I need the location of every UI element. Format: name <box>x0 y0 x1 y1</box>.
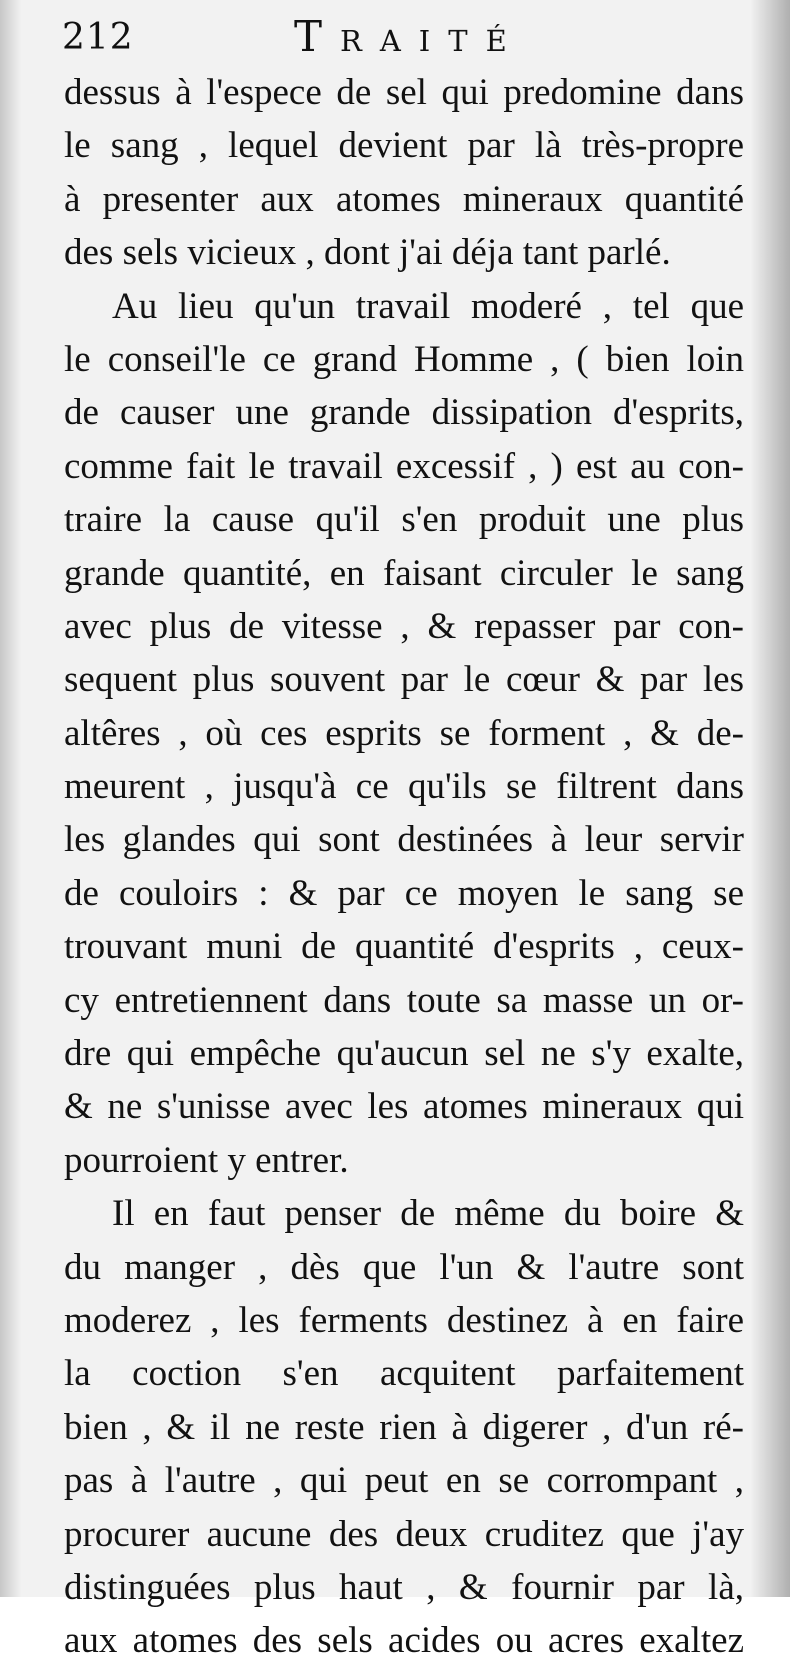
text-line: procurer aucune des deux cruditez que j'ay <box>64 1513 744 1555</box>
text-line: Il en faut penser de même du boire & <box>112 1193 744 1235</box>
text-line: pourroient y entrer. <box>64 1139 349 1181</box>
text-line: avec plus de vitesse , & repasser par con- <box>64 605 744 647</box>
text-line: de causer une grande dissipation d'esprits, <box>64 392 744 434</box>
text-line: de couloirs : & par ce moyen le sang se <box>64 872 744 914</box>
gutter-shadow <box>750 0 790 1597</box>
text-line: à presenter aux atomes mineraux quantité <box>64 178 744 220</box>
text-line: pas à l'autre , qui peut en se corrompant , <box>64 1460 744 1502</box>
text-line: cy entretiennent dans toute sa masse un or- <box>64 979 744 1021</box>
text-line: distinguées plus haut , & fournir par là, <box>64 1566 744 1608</box>
text-line: du manger , dès que l'un & l'autre sont <box>64 1246 744 1288</box>
body-text <box>64 66 744 1668</box>
text-line: le conseil'le ce grand Homme , ( bien loin <box>64 338 744 380</box>
text-line: le sang , lequel devient par là très-propre <box>64 125 744 167</box>
text-line: Au lieu qu'un travail moderé , tel que <box>112 285 744 327</box>
text-line: trouvant muni de quantité d'esprits , ceux- <box>64 926 744 968</box>
page-edge-shadow <box>0 0 22 1597</box>
text-line: moderez , les ferments destinez à en faire <box>64 1299 744 1341</box>
page-header <box>62 12 722 62</box>
text-line: & ne s'unisse avec les atomes mineraux qui <box>64 1086 744 1128</box>
text-line: meurent , jusqu'à ce qu'ils se filtrent dans <box>64 766 744 808</box>
running-title: Traité <box>294 12 525 61</box>
text-line: aux atomes des sels acides ou acres exaltez <box>64 1620 744 1662</box>
page-number: 212 <box>62 17 134 58</box>
text-line: la coction s'en acquitent parfaitement <box>64 1353 744 1395</box>
text-line: les glandes qui sont destinées à leur servir <box>64 819 744 861</box>
text-line: dre qui empêche qu'aucun sel ne s'y exalte, <box>64 1033 744 1075</box>
text-line: bien , & il ne reste rien à digerer , d'un ré- <box>64 1406 744 1448</box>
text-line: comme fait le travail excessif , ) est au con- <box>64 445 744 487</box>
text-line: grande quantité, en faisant circuler le sang <box>64 552 744 594</box>
text-line: sequent plus souvent par le cœur & par les <box>64 659 744 701</box>
text-line: des sels vicieux , dont j'ai déja tant parlé. <box>64 232 671 274</box>
text-line: altêres , où ces esprits se forment , & de- <box>64 712 744 754</box>
text-line: dessus à l'espece de sel qui predomine dans <box>64 72 744 113</box>
text-line: traire la cause qu'il s'en produit une plus <box>64 499 744 541</box>
